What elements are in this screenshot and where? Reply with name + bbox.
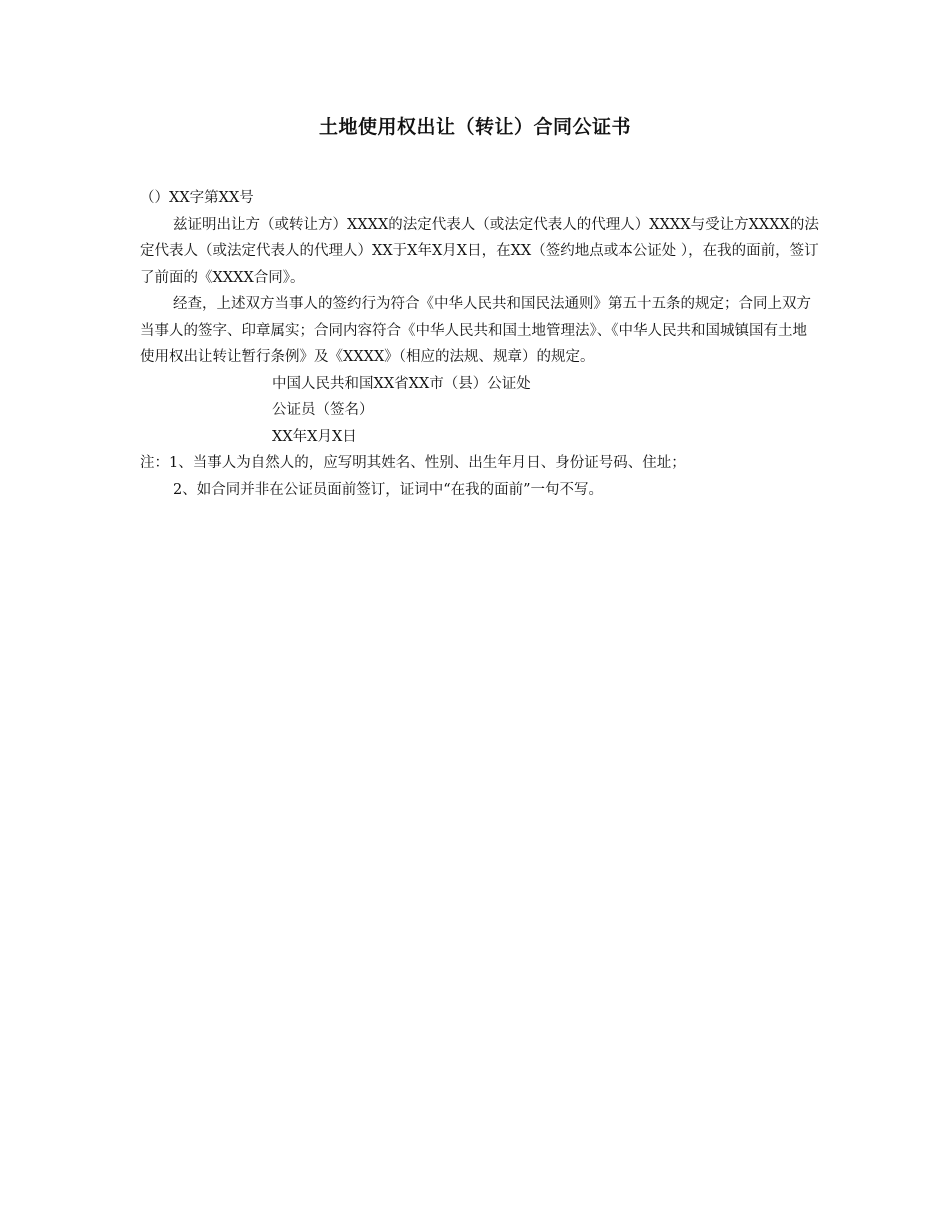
certification-paragraph: 兹证明出让方（或转让方）XXXX的法定代表人（或法定代表人的代理人）XXXX与受让方XXXX的法定代表人（或法定代表人的代理人）XX于X年X月X日，在XX（签约地点或本公证处 ），在我的面前，签订了前面的《XXXX合同》。 [140, 216, 819, 286]
document-title: 土地使用权出让（转让）合同公证书 [318, 116, 631, 138]
verification-paragraph: 经查，上述双方当事人的签约行为符合《中华人民共和国民法通则》第五十五条的规定；合同上双方当事人的签字、印章属实；合同内容符合《中华人民共和国土地管理法》、《中华人民共和国城镇国有土地使用权出让转让暂行条例》及《XXXX》（相应的法规、规章）的规定。 [140, 296, 811, 365]
note-1: 注：1、当事人为自然人的，应写明其姓名、性别、出生年月日、身份证号码、住址； [140, 455, 686, 471]
signature-date: XX年X月X日 [272, 428, 357, 445]
reference-number: （）XX字第XX号 [140, 190, 254, 206]
document-body [140, 185, 820, 503]
notary-signature: 公证员（签名） [272, 402, 374, 418]
notary-office: 中国人民共和国XX省XX市（县）公证处 [272, 375, 531, 392]
note-2: 2、如合同并非在公证员面前签订，证词中“在我的面前”一句不写。 [173, 481, 604, 498]
